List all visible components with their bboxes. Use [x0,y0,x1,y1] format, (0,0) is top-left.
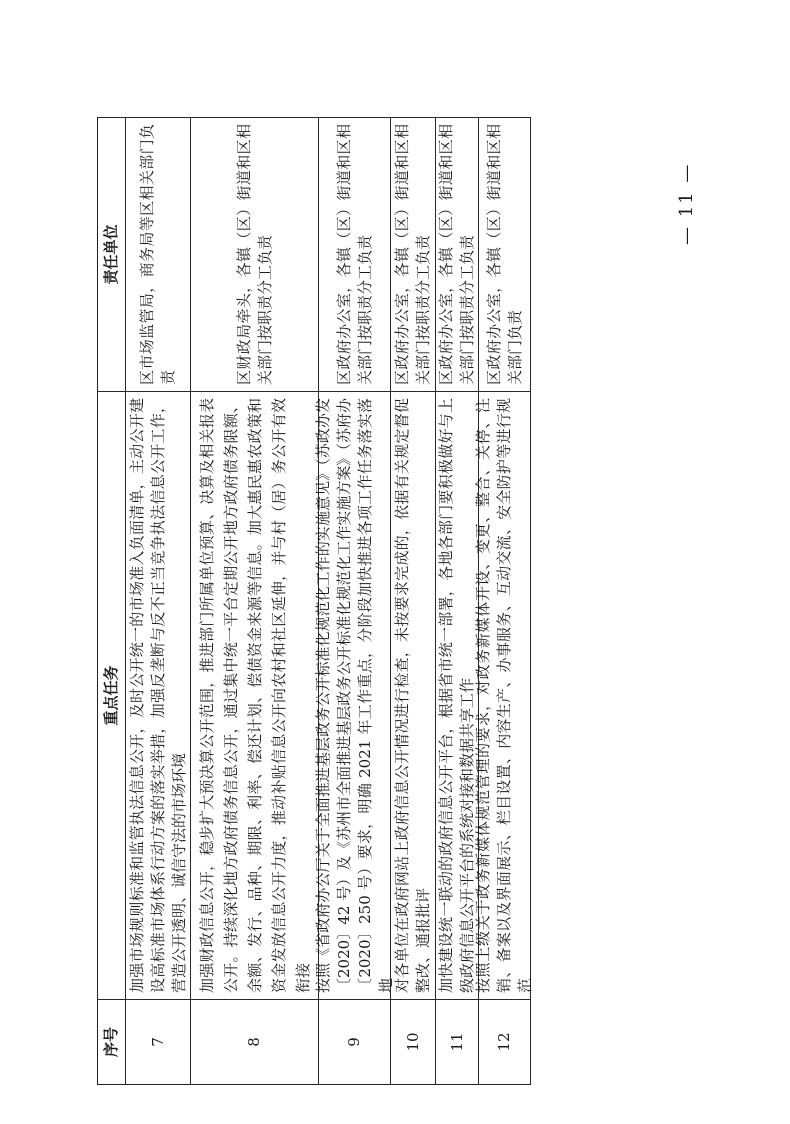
unit-text: 区政府办公室，各镇（区）街道和区相关部门按职责分工负责 [437,124,476,385]
task-text: 加强财政信息公开，稳步扩大预决算公开范围，推进部门所属单位预算、决算及相关报表公开。持续深化地方政府债务信息公开，通过集中统一平台定期公开地方政府债务限额、余额、发行、品种、期限、利率、偿还计划、偿债资金来源等信息。加大惠民惠农政策和资金发放信息公开力度，推动补贴信息公开向农村和社区延伸，并与村（居）务公开有效衔接 [197,398,312,993]
unit-text: 区财政局牵头，各镇（区）街道和区相关部门按职责分工负责 [234,124,274,385]
row-index-cell: 9 [319,999,391,1084]
responsible-unit-cell [191,117,319,391]
responsible-unit-cell [391,117,436,391]
task-cell [126,391,191,999]
row-index-cell: 11 [436,999,479,1084]
unit-text: 区市场监管局，商务局等区相关部门负责 [138,124,177,385]
row-index-cell: 12 [479,999,531,1084]
task-cell [313,391,395,999]
unit-text: 区政府办公室，各镇（区）街道和区相关部门按职责分工负责 [334,124,374,385]
header-index: 序号 [98,999,126,1084]
row-index-cell: 8 [191,999,319,1084]
task-cell [391,391,436,999]
task-cell [191,391,319,999]
task-table [97,117,534,1085]
responsible-unit-cell [126,117,191,391]
task-cell [474,391,534,999]
responsible-unit-cell [479,117,531,391]
task-text: 按照上级关于政务新媒体规范管理的要求，对政务新媒体开设、变更、整合、关停、注销、备案以及界面展示、栏目设置、内容生产、办事服务、互动交流、安全防护等进行规范 [474,398,534,993]
unit-text: 区政府办公室，各镇（区）街道和区相关部门按职责分工负责 [393,124,432,385]
responsible-unit-cell [436,117,479,391]
task-text: 按照《省政府办公厅关于全面推进基层政务公开标准化规范化工作的实施意见》（苏政办发〔2020〕42 号）及《苏州市全面推进基层政务公开标准化规范化工作实施方案》（苏府办〔2020〕250 号）要求，明确 2021 年工作重点，分阶段加快推进各项工作任务落实落地 [313,398,395,993]
task-text: 加快建设统一联动的政府信息公开平台，根据省市统一部署，各地各部门要积极做好与上级政府信息公开平台的系统对接和数据共享工作 [437,398,476,993]
row-index-cell: 7 [126,999,191,1084]
page-number: — 11 — [676,162,697,245]
header-unit: 责任单位 [98,117,126,391]
responsible-unit-cell [319,117,391,391]
task-text: 对各单位在政府网站上政府信息公开情况进行检查，未按要求完成的，依据有关规定督促整改、通报批评 [393,398,432,993]
header-task: 重点任务 [98,391,126,999]
row-index-cell: 10 [391,999,436,1084]
task-text: 加强市场规则标准和监管执法信息公开，及时公开统一的市场准入负面清单，主动公开建设高标准市场体系行动方案的落实举措，加强反垄断与反不正当竞争执法信息公开工作，营造公开透明、诚信守法的市场环境 [127,398,188,993]
unit-text: 区政府办公室，各镇（区）街道和区相关部门负责 [484,124,524,385]
